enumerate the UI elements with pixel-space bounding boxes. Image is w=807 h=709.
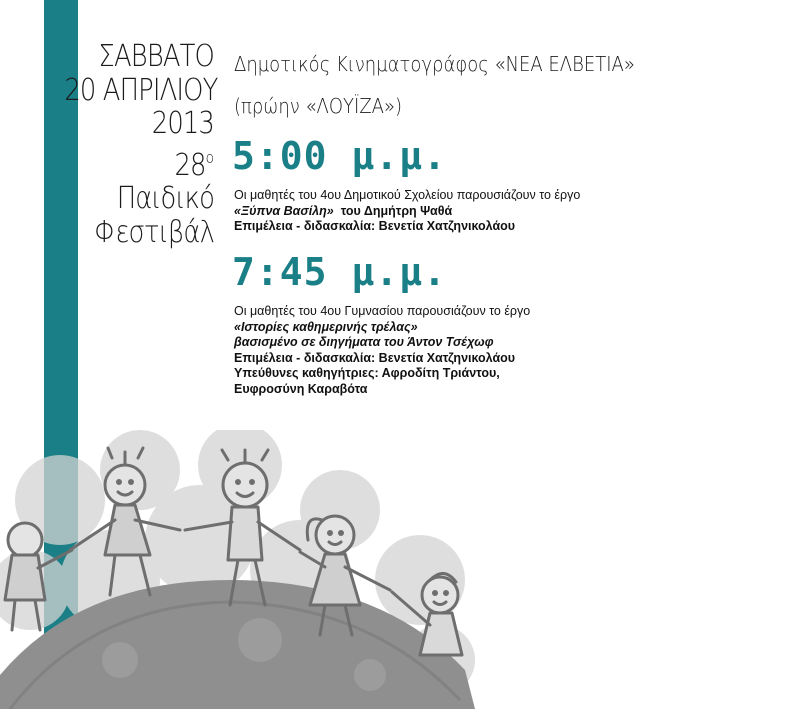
event-2-title: «Ιστορίες καθημερινής τρέλας»: [234, 319, 418, 334]
event-2-direction: Επιμέλεια - διδασκαλία: Βενετία Χατζηνικολάου: [234, 350, 516, 365]
event-1-direction: Επιμέλεια - διδασκαλία: Βενετία Χατζηνικολάου: [234, 219, 516, 233]
date-label: 20 ΑΠΡΙΛΙΟΥ: [64, 72, 218, 108]
event-2-description: [234, 304, 530, 397]
event-2-based-on: βασισμένο σε διηγήματα του Άντον Τσέχωφ: [234, 335, 494, 349]
edition-label: [64, 141, 214, 183]
day-label: ΣΑΒΒΑΤΟ: [98, 39, 214, 74]
event-1-author: του Δημήτρη Ψαθά: [340, 203, 453, 218]
date-block: [64, 39, 218, 250]
festival-line-1: Παιδικό: [116, 181, 214, 216]
event-1-time: 5:00 μ.μ.: [232, 134, 447, 178]
venue-former-name: (πρώην «ΛΟΥΪΖΑ»): [234, 94, 403, 118]
children-holding-hands-on-globe-icon: [0, 430, 475, 709]
event-2-intro: Οι μαθητές του 4ου Γυμνασίου παρουσιάζουν το έργο: [234, 304, 531, 318]
event-2-time: 7:45 μ.μ.: [232, 250, 447, 294]
event-2-teachers-line-2: Ευφροσύνη Καραβότα: [234, 381, 368, 396]
event-1-title: «Ξύπνα Βασίλη»: [234, 203, 334, 218]
event-1-description: [234, 188, 580, 235]
event-1-title-line: [234, 204, 580, 220]
year-label: 2013: [151, 106, 214, 141]
festival-line-2: Φεστιβάλ: [94, 214, 214, 250]
venue-name: Δημοτικός Κινηματογράφος «ΝΕΑ ΕΛΒΕΤΙΑ»: [234, 52, 635, 76]
edition-number: 28: [174, 147, 206, 183]
edition-suffix: ο: [205, 147, 214, 167]
event-2-teachers-line-1: Υπεύθυνες καθηγήτριες: Αφροδίτη Τριάντου,: [234, 366, 500, 380]
event-1-intro: Οι μαθητές του 4ου Δημοτικού Σχολείου παρουσιάζουν το έργο: [234, 188, 581, 202]
